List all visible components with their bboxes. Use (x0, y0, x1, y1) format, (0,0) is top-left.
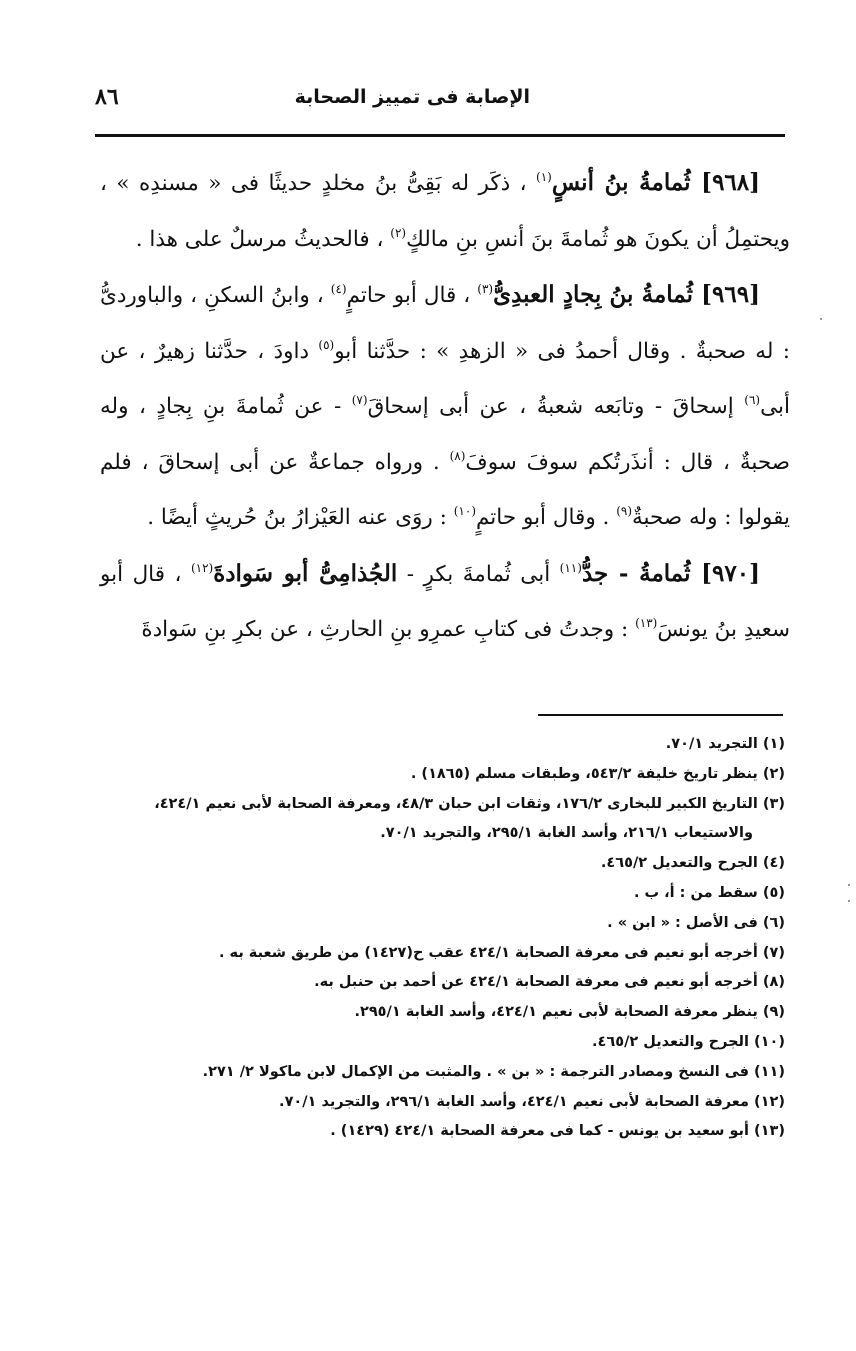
entry-text: ، قال أبو سعيدِ بنُ يونسَ (100, 561, 790, 642)
footnote-5: (٥) سقط من : أ، ب . (633, 884, 785, 901)
entry-text: ، ذكَر له بَقِىُّ بنُ مخلدٍ حديثًا فى « مسندِه » ، ويحتمِلُ أن يكونَ هو ثُمامةَ بنَ أنسِ بنِ مالكٍ (100, 171, 790, 252)
footnote-2: (٢) ينظر تاريخ خليفة ٥٤٣/٢، وطبقات مسلم (١٨٦٥) . (410, 765, 785, 782)
footnotes (95, 730, 785, 1147)
entry-text: : روَى عنه العَيْزارُ بنُ حُريثٍ أيضًا . (147, 505, 454, 530)
entry-text: . وقال أبو حاتمٍ (476, 505, 617, 530)
footnote-3-continued: والاستيعاب ٢١٦/١، وأسد الغابة ٢٩٥/١، والتجريد ٧٠/١. (380, 825, 753, 842)
page-number: ٨٦ (95, 84, 119, 110)
footnote-separator (538, 714, 783, 716)
footnote-ref[interactable]: (١٠) (453, 504, 476, 518)
footnote-ref[interactable]: (٢) (390, 225, 407, 240)
footnote-9: (٩) ينظر معرفة الصحابة لأبى نعيم ٤٢٤/١، وأسد الغابة ٢٩٥/١. (354, 1004, 785, 1021)
entry-970 (100, 546, 790, 658)
entry-text: ، وابنُ السكنِ ، والباوردىُّ : له صحبةٌ . وقال أحمدُ فى « الزهدِ » : حدَّثنا أبو (100, 283, 790, 364)
entry-heading: [٩٦٨] ثُمامةُ بنُ أنسٍ (551, 169, 761, 196)
footnote-12: (١٢) معرفة الصحابة لأبى نعيم ٤٢٤/١، وأسد الغابة ٢٩٦/١، والتجريد ٧٠/١. (279, 1093, 785, 1110)
footnote-8: (٨) أخرجه أبو نعيم فى معرفة الصحابة ٤٢٤/١ عن أحمد بن حنبل به. (314, 974, 785, 991)
footnote-ref[interactable]: (٨) (449, 448, 466, 463)
footnote-ref[interactable]: (١١) (559, 560, 582, 575)
footnote-ref[interactable]: (٣) (477, 282, 494, 296)
footnote-ref[interactable]: (٩) (616, 504, 633, 518)
footnote-3: (٣) التاريخ الكبير للبخارى ١٧٦/٢، وثقات ابن حبان ٤٨/٣، ومعرفة الصحابة لأبى نعيم ٤٢٤/١، (154, 795, 785, 812)
scan-speck (848, 884, 850, 886)
main-text (100, 155, 790, 658)
entry-text: إسحاقَ - وتابَعه شعبةُ ، عن أبى إسحاقَ (367, 394, 745, 419)
entry-text: ، قال أبو حاتمٍ (346, 283, 478, 308)
footnote-ref[interactable]: (١) (536, 170, 552, 184)
footnote-10: (١٠) الجرح والتعديل ٤٦٥/٢. (592, 1033, 785, 1050)
footnote-11: (١١) فى النسخ ومصادر الترجمة : « بن » . والمثبت من الإكمال لابن ماكولا ٢/ ٢٧١. (202, 1063, 785, 1080)
footnote-1: (١) التجريد ٧٠/١. (665, 736, 785, 752)
scan-speck (820, 318, 822, 320)
entry-969 (100, 267, 790, 546)
footnote-7: (٧) أخرجه أبو نعيم فى معرفة الصحابة ٤٢٤/١ عقب ح(١٤٢٧) من طريق شعبة به . (218, 944, 785, 961)
entry-heading-name: الجُذامِىُّ أبو سَوادةَ (213, 559, 398, 587)
page-header (95, 84, 785, 124)
entry-text: - عن ثُمامةَ بنِ بِجادٍ ، وله صحبةٌ ، قال : أنذَرتُكم سوفَ سوفَ (100, 394, 790, 475)
entry-heading: [٩٦٩] ثُمامةُ بنُ بِجادٍ العبدِىُّ (493, 281, 760, 308)
entry-text: ، فالحديثُ مرسلٌ على هذا . (135, 226, 391, 252)
footnote-ref[interactable]: (٧) (351, 393, 368, 407)
scan-speck (848, 900, 850, 902)
footnote-ref[interactable]: (٦) (744, 393, 761, 407)
entry-text: أبى ثُمامةَ بكرٍ - (397, 561, 560, 587)
entry-text: داودَ ، حدَّثنا زهيرٌ ، عن أبى (100, 338, 790, 419)
entry-heading: [٩٧٠] ثُمامةُ - جدُّ (581, 559, 760, 587)
footnote-ref[interactable]: (٤) (330, 282, 347, 296)
footnote-ref[interactable]: (١٢) (190, 560, 214, 575)
entry-text: : وجدتُ فى كتابِ عمرِو بنِ الحارثِ ، عن بكرِ بنِ سَوادةَ (141, 617, 636, 642)
header-rule (95, 134, 785, 137)
footnote-4: (٤) الجرح والتعديل ٤٦٥/٢. (600, 855, 785, 872)
entry-968 (100, 155, 790, 267)
footnote-ref[interactable]: (١٣) (635, 616, 658, 630)
entry-text: . ورواه جماعةٌ عن أبى إسحاقَ ، فلم يقولوا : وله صحبةٌ (100, 449, 790, 530)
running-title: الإصابة فى تمييز الصحابة (294, 86, 530, 108)
footnote-6: (٦) فى الأصل : « ابن » . (607, 914, 785, 931)
footnote-13: (١٣) أبو سعيد بن يونس - كما فى معرفة الصحابة ٤٢٤/١ (١٤٢٩) . (330, 1123, 785, 1140)
footnote-ref[interactable]: (٥) (318, 337, 335, 352)
